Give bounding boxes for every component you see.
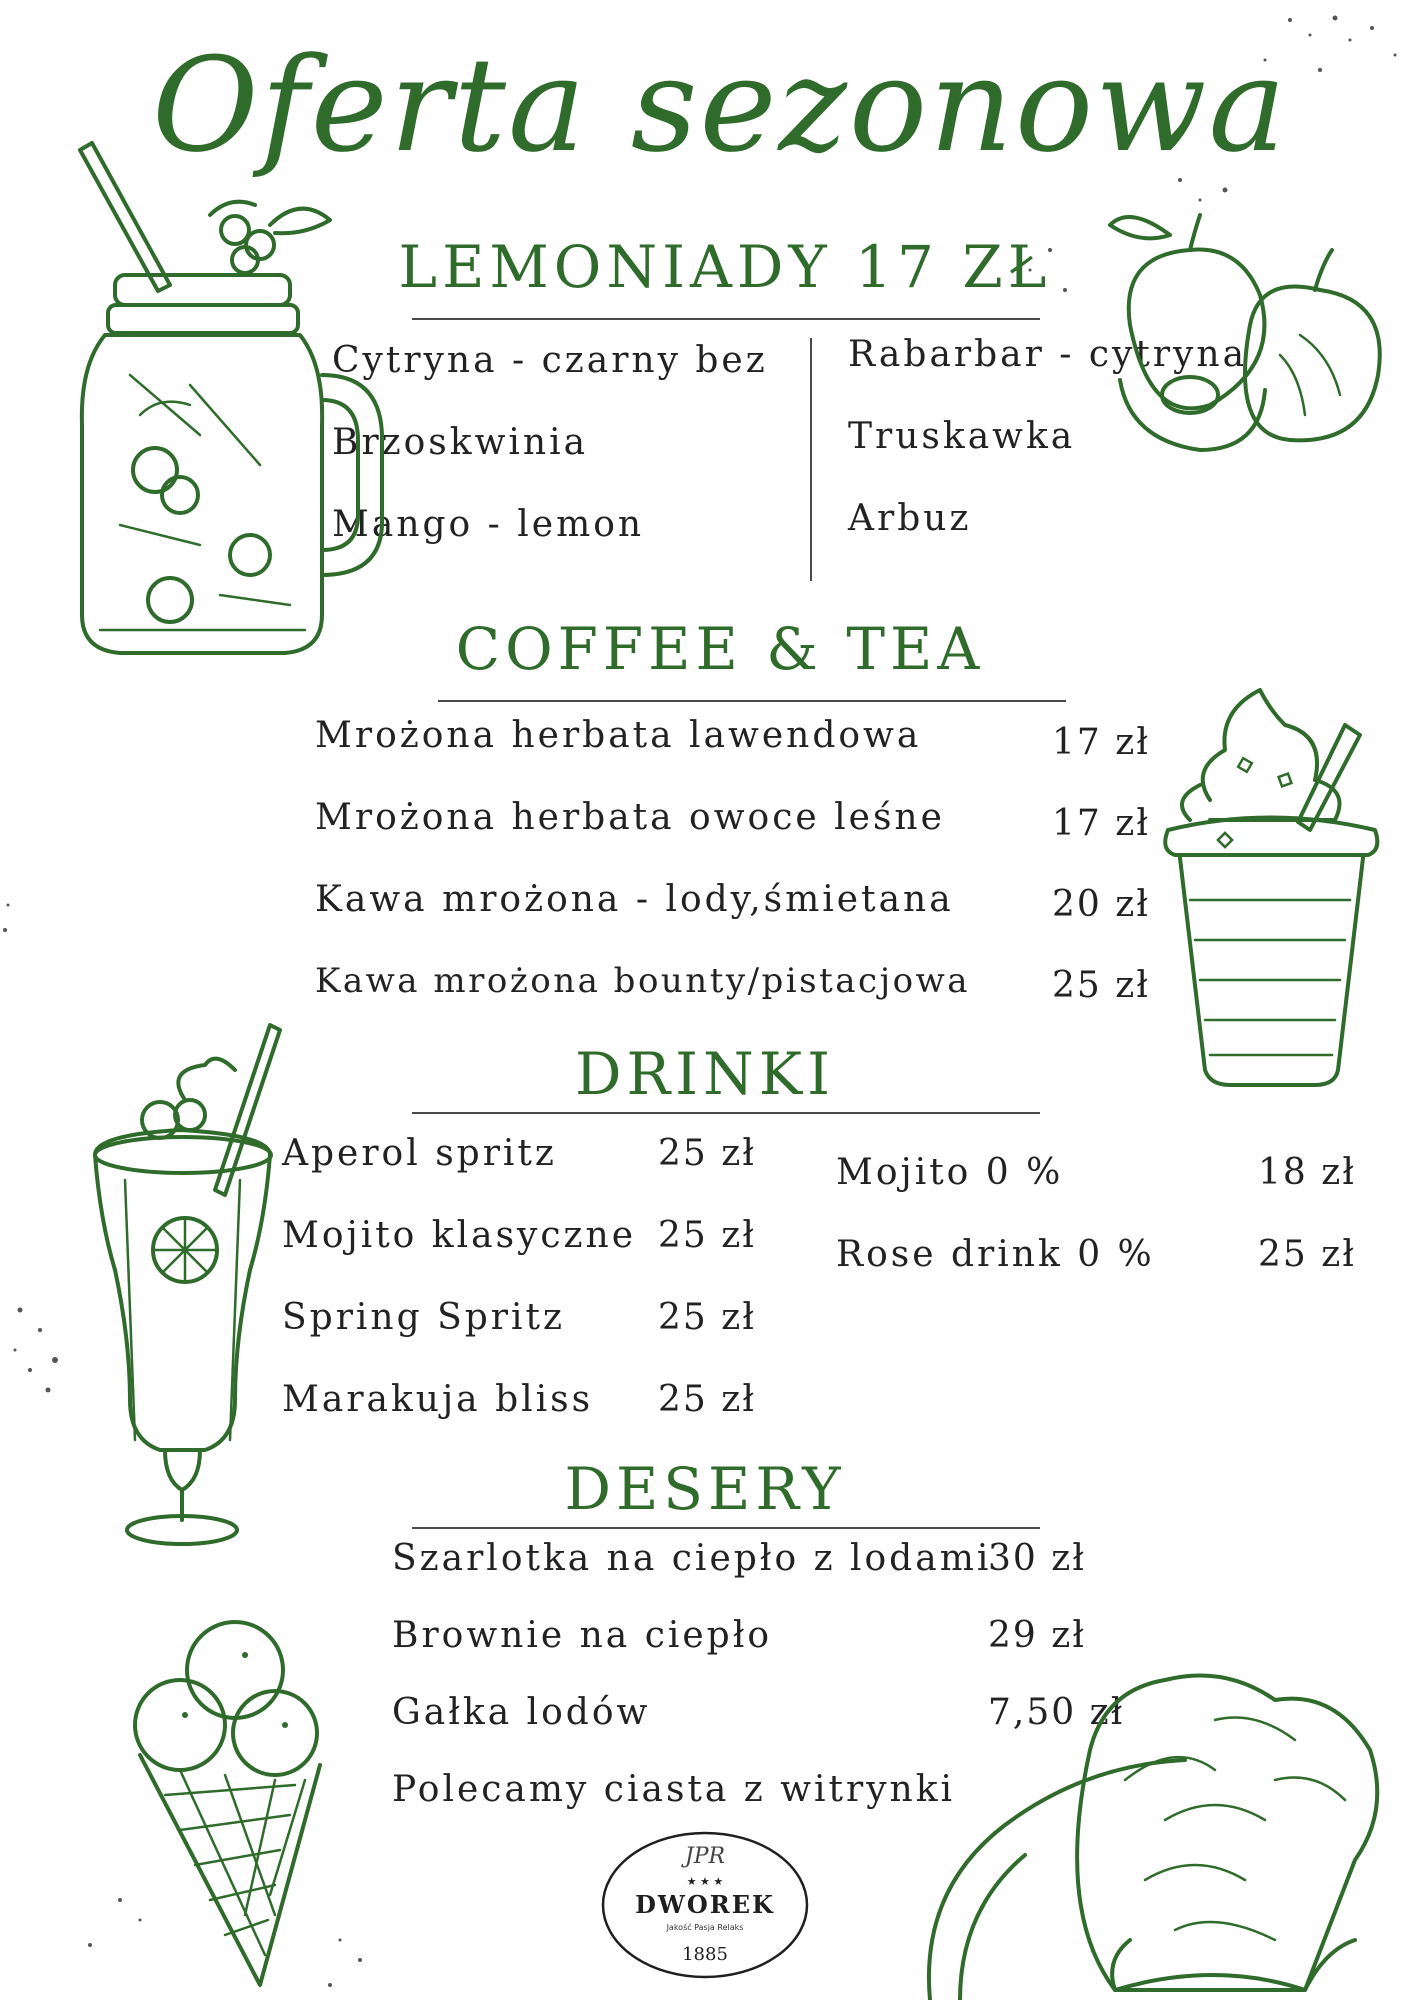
drink-item-name: Mojito klasyczne <box>282 1215 637 1256</box>
dessert-item-price: 7,50 zł <box>988 1692 1125 1733</box>
dessert-note: Polecamy ciasta z witrynki <box>392 1769 956 1810</box>
coffee-item-name: Mrożona herbata owoce leśne <box>315 797 945 838</box>
drink-item-name: Aperol spritz <box>282 1133 557 1174</box>
drink-item-price: 18 zł <box>1258 1152 1356 1193</box>
coffee-item-name: Kawa mrożona - lody,śmietana <box>315 879 954 920</box>
svg-text:1885: 1885 <box>682 1944 728 1965</box>
dessert-item-name: Brownie na ciepło <box>392 1615 773 1656</box>
coffee-item-name: Mrożona herbata lawendowa <box>315 715 922 756</box>
svg-text:DWOREK: DWOREK <box>635 1890 775 1919</box>
lemoniada-item: Truskawka <box>848 416 1076 457</box>
drink-item-price: 25 zł <box>658 1133 756 1174</box>
coffee-item-price: 17 zł <box>1052 722 1150 763</box>
drink-item-price: 25 zł <box>658 1297 756 1338</box>
desery-divider <box>412 1527 1040 1529</box>
dessert-item-price: 30 zł <box>988 1538 1086 1579</box>
drink-item-name: Mojito 0 % <box>836 1152 1064 1193</box>
lemonade-jar-illustration <box>60 135 390 675</box>
drinki-divider <box>412 1112 1040 1114</box>
coffee-item-price: 25 zł <box>1052 965 1150 1006</box>
lemoniady-heading: LEMONIADY 17 ZŁ <box>398 233 1052 301</box>
lemoniada-item: Brzoskwinia <box>332 422 589 463</box>
coffee-tea-heading: COFFEE & TEA <box>455 615 985 683</box>
coffee-item-name: Kawa mrożona bounty/pistacjowa <box>315 961 970 1001</box>
lemoniady-column-divider <box>810 338 812 581</box>
svg-text:★ ★ ★: ★ ★ ★ <box>686 1875 724 1888</box>
coffee-item-price: 17 zł <box>1052 803 1150 844</box>
cocktail-glass-illustration <box>85 1020 285 1560</box>
coffee-item-price: 20 zł <box>1052 884 1150 925</box>
dessert-item-name: Gałka lodów <box>392 1692 651 1733</box>
lemoniada-item: Mango - lemon <box>332 504 645 545</box>
drinki-heading: DRINKI <box>574 1040 836 1108</box>
drink-item-price: 25 zł <box>658 1379 756 1420</box>
coffee-tea-divider <box>438 700 1066 702</box>
drink-item-name: Rose drink 0 % <box>836 1234 1155 1275</box>
svg-text:Jakość Pasja Relaks: Jakość Pasja Relaks <box>666 1923 744 1932</box>
drink-item-name: Marakuja bliss <box>282 1379 594 1420</box>
dworek-logo <box>600 1830 810 1980</box>
drink-item-name: Spring Spritz <box>282 1297 565 1338</box>
desery-heading: DESERY <box>564 1455 846 1523</box>
lemoniada-item: Cytryna - czarny bez <box>332 340 768 381</box>
dessert-item-name: Szarlotka na ciepło z lodami <box>392 1538 992 1579</box>
frappe-illustration <box>1150 680 1390 1100</box>
lemoniada-item: Arbuz <box>848 498 972 539</box>
svg-text:JPR: JPR <box>684 1844 726 1869</box>
dessert-item-price: 29 zł <box>988 1615 1086 1656</box>
lemoniada-item: Rabarbar - cytryna <box>848 334 1248 375</box>
apple-pie-illustration <box>915 1660 1414 2000</box>
drink-item-price: 25 zł <box>658 1215 756 1256</box>
ice-cream-cone-illustration <box>125 1615 330 1995</box>
drink-item-price: 25 zł <box>1258 1234 1356 1275</box>
apples-illustration <box>1100 205 1400 465</box>
svg-text:Oferta sezonowa: Oferta sezonowa <box>151 29 1289 181</box>
lemoniady-divider <box>412 318 1040 320</box>
